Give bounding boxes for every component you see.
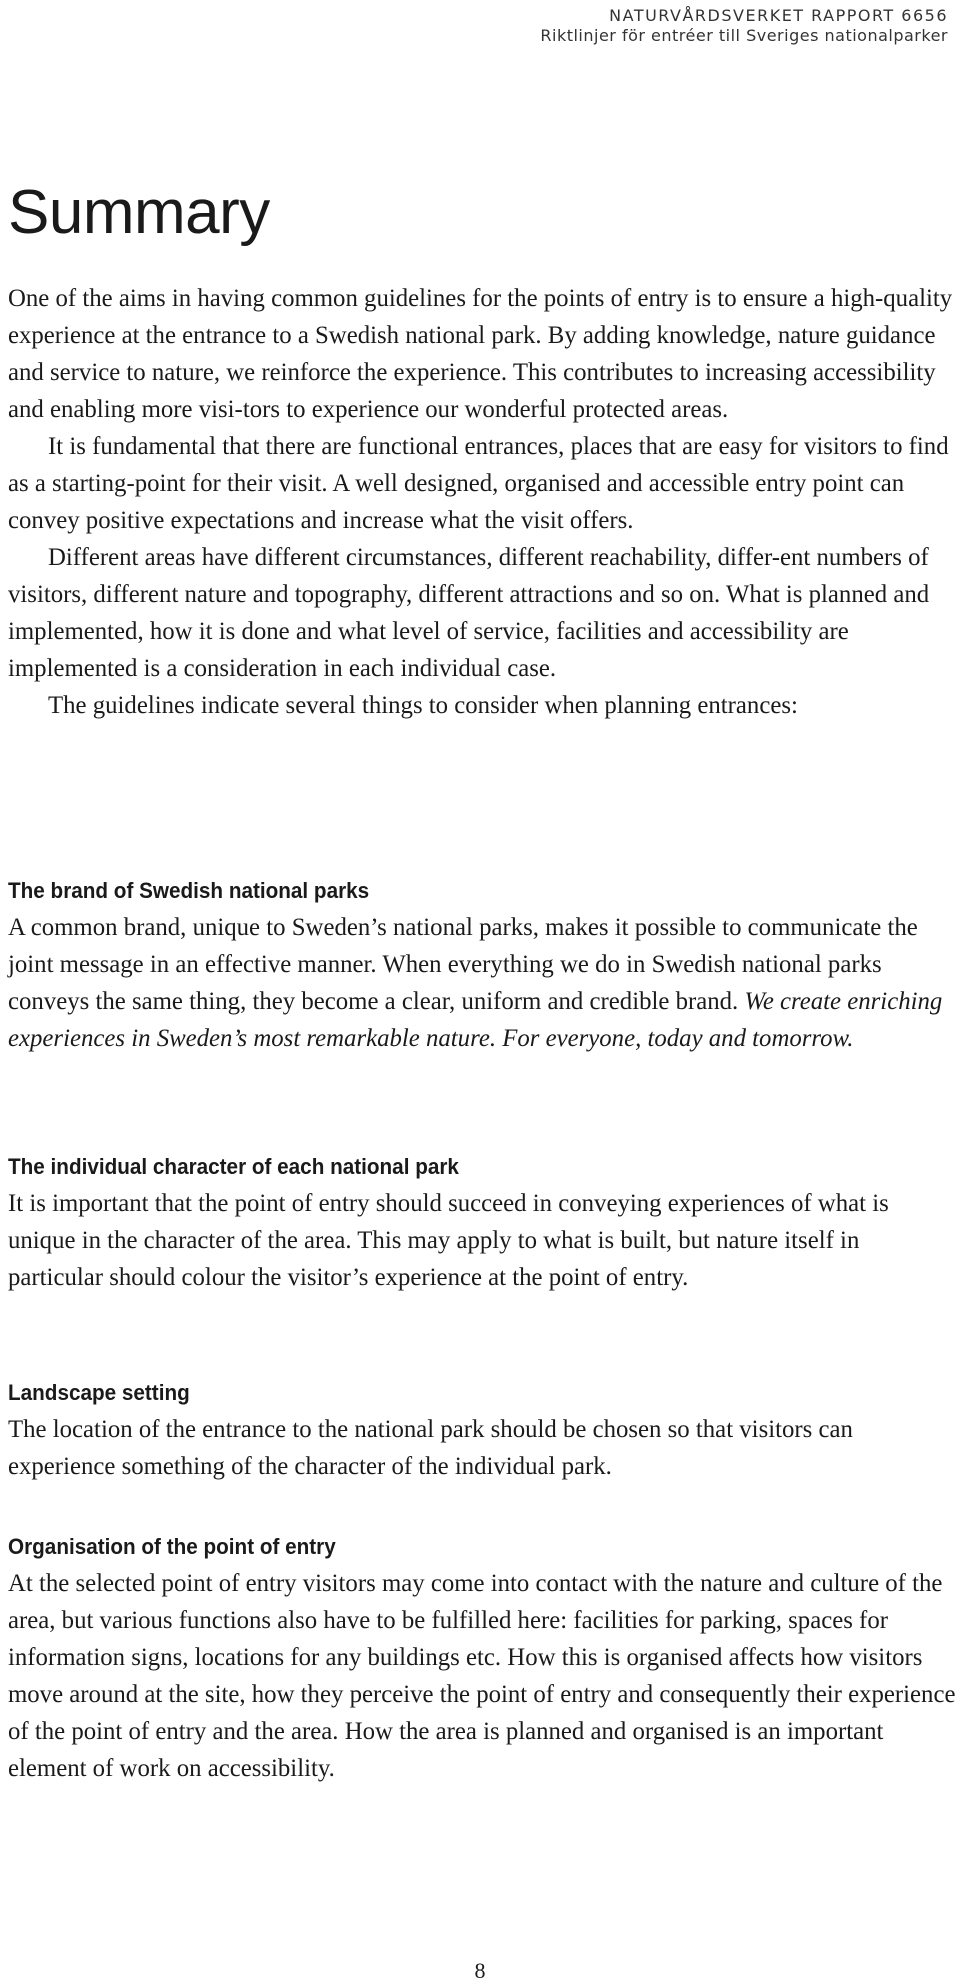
report-title-label: Riktlinjer för entréer till Sveriges nationalparker: [540, 26, 948, 45]
section-brand: [8, 872, 958, 1057]
report-series-label: NATURVÅRDSVERKET RAPPORT 6656: [609, 6, 948, 25]
intro-paragraph-3: Different areas have different circumstances, different reachability, differ-ent numbers of visitors, different nature and topography, different attractions and so on. What is planned and implemented, how it is done and what level of service, facilities and accessibility are implemented is a consideration in each individual case.: [8, 544, 930, 682]
section-text-brand-main: A common brand, unique to Sweden’s national parks, makes it possible to communicate the joint message in an effective manner. When everything we do in Swedish national parks conveys the same thing, they become a clear, uniform and credible brand.: [8, 914, 918, 1015]
section-heading-organisation: Organisation of the point of entry: [8, 1534, 336, 1559]
section-heading-brand: The brand of Swedish national parks: [8, 878, 370, 903]
section-text-landscape-setting: The location of the entrance to the national park should be chosen so that visitors can experience something of the character of the individual park.: [8, 1416, 853, 1480]
intro-text: [8, 280, 958, 724]
intro-paragraph-1: One of the aims in having common guidelines for the points of entry is to ensure a high-quality experience at the entrance to a Swedish national park. By adding knowledge, nature guidance and service to nature, we reinforce the experience. This contributes to increasing accessibility and enabling more visi-tors to experience our wonderful protected areas.: [8, 285, 953, 423]
section-landscape-setting: [8, 1374, 958, 1485]
page-number: 8: [474, 1958, 486, 1983]
brand-slogan: We create enriching experiences in Sweden’s most remarkable nature. For everyone, today and tomorrow.: [8, 988, 943, 1052]
page-title: Summary: [8, 178, 270, 247]
section-organisation: [8, 1528, 958, 1787]
intro-paragraph-2: It is fundamental that there are functional entrances, places that are easy for visitors to find as a starting-point for their visit. A well designed, organised and accessible entry point can convey positive expectations and increase what the visit offers.: [8, 433, 949, 534]
section-text-organisation: At the selected point of entry visitors may come into contact with the nature and culture of the area, but various functions also have to be fulfilled here: facilities for parking, spaces for information signs, locations for any buildings etc. How this is organised affects how visitors move around at the site, how they perceive the point of entry and consequently their experience of the point of entry and the area. How the area is planned and organised is an important element of work on accessibility.: [8, 1570, 956, 1782]
running-header: [540, 6, 948, 46]
section-individual-character: [8, 1148, 958, 1296]
section-text-individual-character: It is important that the point of entry should succeed in conveying experiences of what is unique in the character of the area. This may apply to what is built, but nature itself in particular should colour the visitor’s experience at the point of entry.: [8, 1190, 889, 1291]
section-heading-landscape-setting: Landscape setting: [8, 1380, 190, 1405]
intro-paragraph-4: The guidelines indicate several things to consider when planning entrances:: [48, 692, 798, 719]
section-heading-individual-character: The individual character of each national park: [8, 1154, 459, 1179]
section-text-brand: [8, 909, 958, 1057]
